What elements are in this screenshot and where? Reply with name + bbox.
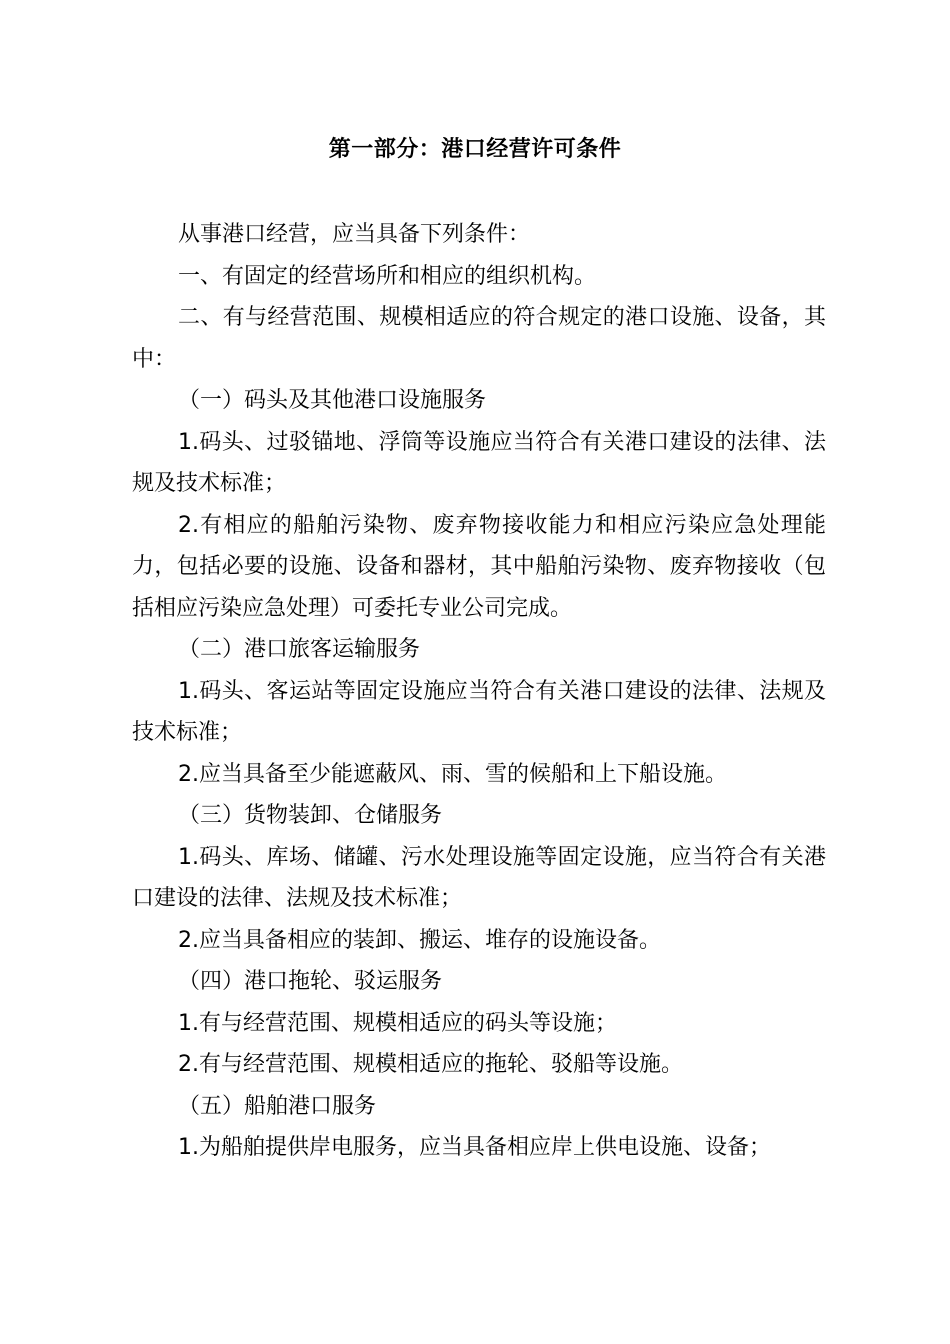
paragraph-item: 2.应当具备相应的装卸、搬运、堆存的设施设备。 bbox=[178, 927, 661, 953]
section-heading-5: （五）船舶港口服务 bbox=[178, 1093, 377, 1119]
paragraph-item: 2.有与经营范围、规模相适应的拖轮、驳船等设施。 bbox=[178, 1052, 683, 1077]
paragraph-item: 1.为船舶提供岸电服务，应当具备相应岸上供电设施、设备； bbox=[178, 1135, 771, 1160]
paragraph-item: 1.码头、客运站等固定设施应当符合有关港口建设的法律、法规及技术标准； bbox=[132, 678, 826, 745]
paragraph-item: 2.有相应的船舶污染物、废弃物接收能力和相应污染应急处理能力，包括必要的设施、设备和器材，其中船舶污染物、废弃物接收（包括相应污染应急处理）可委托专业公司完成。 bbox=[132, 512, 826, 621]
paragraph-item: 1.码头、过驳锚地、浮筒等设施应当符合有关港口建设的法律、法规及技术标准； bbox=[132, 429, 826, 496]
section-heading-3: （三）货物装卸、仓储服务 bbox=[178, 803, 443, 828]
paragraph-item: 1.有与经营范围、规模相适应的码头等设施； bbox=[178, 1010, 617, 1036]
page-title: 第一部分：港口经营许可条件 bbox=[328, 137, 622, 162]
section-heading-4: （四）港口拖轮、驳运服务 bbox=[178, 969, 443, 994]
document-body bbox=[132, 214, 826, 1169]
paragraph-item: 1.码头、库场、储罐、污水处理设施等固定设施，应当符合有关港口建设的法律、法规及技术标准； bbox=[132, 844, 826, 911]
paragraph-condition-2: 二、有与经营范围、规模相适应的符合规定的港口设施、设备，其中： bbox=[132, 305, 826, 372]
paragraph-intro: 从事港口经营，应当具备下列条件： bbox=[178, 222, 531, 247]
paragraph-condition-1: 一、有固定的经营场所和相应的组织机构。 bbox=[178, 263, 597, 289]
paragraph-item: 2.应当具备至少能遮蔽风、雨、雪的候船和上下船设施。 bbox=[178, 761, 727, 787]
section-heading-2: （二）港口旅客运输服务 bbox=[178, 637, 421, 662]
section-heading-1: （一）码头及其他港口设施服务 bbox=[178, 388, 487, 413]
